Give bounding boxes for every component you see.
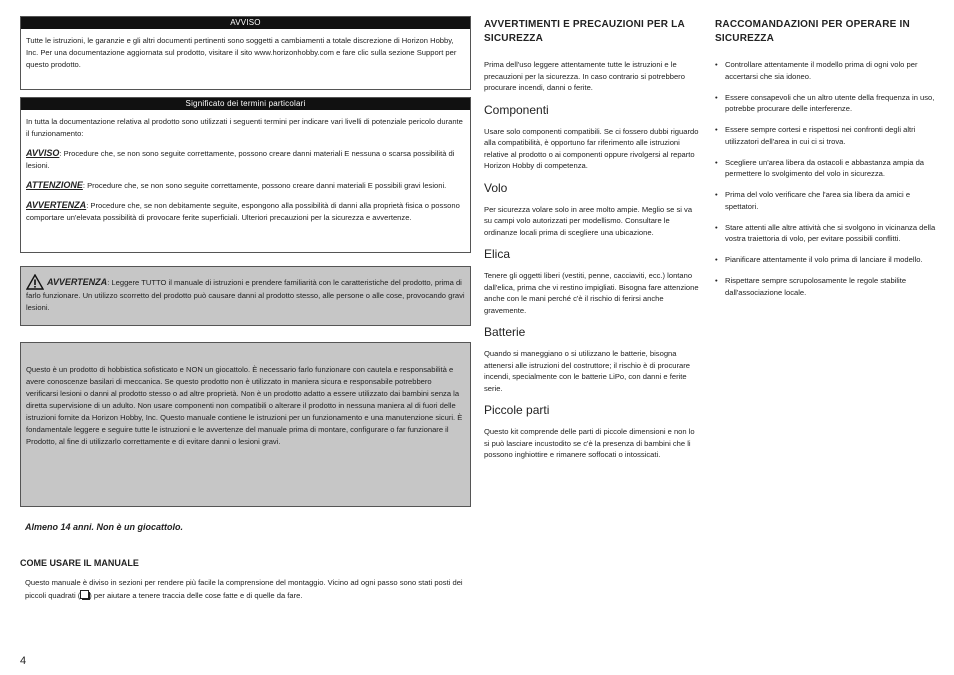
- warning-box: [20, 266, 471, 326]
- list-item: • Controllare attentamente il modello prima di ogni volo per accertarsi che sia idoneo.: [715, 59, 937, 82]
- terms-box: [20, 97, 471, 253]
- section-heading-batterie: Batterie: [484, 325, 526, 339]
- section-text-volo: Per sicurezza volare solo in aree molto ampie. Meglio se si va su campi volo autorizzati per modellismo. Consultare le ordinanze locali prima di scegliere una ubicazione.: [484, 204, 693, 237]
- recommendations-list: [715, 59, 937, 298]
- safety-title: AVVERTIMENTI E PRECAUZIONI PER LA SICUREZZA: [484, 19, 685, 44]
- section-text-piccole-parti: Questo kit comprende delle parti di piccole dimensioni e non lo si può lasciare incustodito se c'è la presenza di bambini che li possono inghiottire e rimanere soffocati o intossicati.: [484, 427, 695, 459]
- recommendations-column: [715, 18, 937, 308]
- list-item: • Rispettare sempre scrupolosamente le regole stabilite dall'associazione locale.: [715, 275, 937, 298]
- terms-title: Significato dei termini particolari: [21, 98, 470, 110]
- term-attenzione: [26, 179, 465, 192]
- age-notice: Almeno 14 anni. Non è un giocattolo.: [25, 522, 184, 532]
- section-text-elica: Tenere gli oggetti liberi (vestiti, penne, cacciaviti, ecc.) lontano dall'elica, prima che vi restino impigliati. Bisogna fare attenzione anche con le mani perché c'è il rischio di ferirsi anche gravemente.: [484, 271, 699, 315]
- term-attenzione-label: ATTENZIONE: [26, 180, 83, 190]
- warning-body: : Leggere TUTTO il manuale di istruzioni e prendere familiarità con le caratteristiche del prodotto, prima di farlo funzionare. Un utilizzo scorretto del prodotto può causare danni al prodotto stesso, alle persone o alle cose, provocando gravi lesioni.: [26, 278, 465, 312]
- page-number: 4: [20, 655, 27, 667]
- section-heading-volo: Volo: [484, 180, 508, 195]
- warning-text: [26, 274, 465, 314]
- section-text-componenti: Usare solo componenti compatibili. Se ci fossero dubbi riguardo alla compatibilità, è opportuno far riferimento alle istruzioni relative al prodotto o ai componenti oppure rivolgersi al reparto Horizon Hobby di competenza.: [484, 126, 699, 170]
- warning-triangle-icon: [26, 274, 44, 290]
- safety-intro: Prima dell'uso leggere attentamente tutte le istruzioni e le precauzioni per la sicurezza. In caso contrario si potrebbero procurare incendi, danni o ferite.: [484, 60, 685, 92]
- term-avvertenza-text: : Procedure che, se non debitamente seguite, espongono alla possibilità di danni alla proprietà fisica o possono comportare un'elevata possibilità di provocare ferite superficiali. Ulteriori precauzioni per la sicurezza e avvertenze.: [26, 201, 460, 222]
- term-avviso: [26, 147, 465, 172]
- list-item: • Pianificare attentamente il volo prima di lanciare il modello.: [715, 254, 937, 266]
- how-to-text: [25, 576, 470, 602]
- list-item: • Essere sempre cortesi e rispettosi nei confronti degli altri utilizzatori dell'area in cui ci si trova.: [715, 124, 937, 147]
- how-to-title: COME USARE IL MANUALE: [20, 558, 139, 568]
- section-heading-piccole-parti: Piccole parti: [484, 403, 550, 417]
- warning-term: AVVERTENZA: [47, 277, 108, 287]
- recommendations-title: RACCOMANDAZIONI PER OPERARE IN SICUREZZA: [715, 19, 910, 44]
- term-avviso-label: AVVISO: [26, 148, 60, 158]
- terms-intro: In tutta la documentazione relativa al prodotto sono utilizzati i seguenti termini per indicare vari livelli di potenziale pericolo durante il funzionamento:: [26, 117, 463, 138]
- notice-title: AVVISO: [21, 17, 470, 29]
- term-avviso-text: : Procedure che, se non sono seguite correttamente, possono creare danni materiali E nessuna o scarsa possibilità di lesioni.: [26, 149, 455, 170]
- hobby-notice-box: [20, 342, 471, 507]
- section-heading-elica: Elica: [484, 247, 511, 261]
- hobby-notice-text: Questo è un prodotto di hobbistica sofisticato e NON un giocattolo. È necessario farlo funzionare con cautela e responsabilità e avere conoscenze basilari di meccanica. Se questo prodotto non è utilizzato in maniera sicura e responsabile potrebbero verificarsi lesioni o danni al prodotto stesso o ad altre proprietà. Non è un prodotto adatto a essere utilizzato dai bambini senza la diretta supervisione di un adulto. Non usare componenti non compatibili o alterare il prodotto in nessuna maniera al di fuori delle istruzioni fornite da Horizon Hobby, Inc. Questo manuale contiene le istruzioni per un funzionamento e una manutenzione sicuri. È fondamentale leggere e seguire tutte le istruzioni e le avvertenze del manuale prima di montare, configurare o far funzionare il Prodotto, al fine di utilizzarlo correttamente e di evitare danni o lesioni gravi.: [26, 365, 463, 446]
- section-heading-componenti: Componenti: [484, 102, 549, 117]
- how-to-text-before: Questo manuale è diviso in sezioni per rendere più facile la comprensione del montaggio. Vicino ad ogni passo sono stati posti dei piccoli quadrati (: [25, 578, 463, 600]
- how-to-text-after: ) per aiutare a tenere traccia delle cose fatte e di quelle da fare.: [89, 591, 303, 600]
- safety-column: [484, 18, 702, 470]
- list-item: • Scegliere un'area libera da ostacoli e abbastanza ampia da permettere lo svolgimento del volo in sicurezza.: [715, 157, 937, 180]
- list-item: • Prima del volo verificare che l'area sia libera da amici e spettatori.: [715, 189, 937, 212]
- section-text-batterie: Quando si maneggiano o si utilizzano le batterie, bisogna attenersi alle istruzioni del costruttore; il rischio è di procurare incendi, specialmente con le batterie LiPo, con danni e ferite serie.: [484, 349, 690, 393]
- term-attenzione-text: : Procedure che, se non sono seguite correttamente, possono creare danni materiali E possibili gravi lesioni.: [82, 181, 447, 190]
- term-avvertenza-label: AVVERTENZA: [26, 200, 87, 210]
- notice-text: Tutte le istruzioni, le garanzie e gli altri documenti pertinenti sono soggetti a cambiamenti a totale discrezione di Horizon Hobby, Inc. Per una documentazione aggiornata sul prodotto, visitare il sito www.horizonhobby.com e fare clic sulla sezione Support per questo prodotto.: [26, 36, 457, 69]
- list-item: • Stare attenti alle altre attività che si svolgono in vicinanza della vostra traiettoria di volo, per evitare possibili conflitti.: [715, 222, 937, 245]
- term-avvertenza: [26, 199, 465, 224]
- list-item: • Essere consapevoli che un altro utente della frequenza in uso, potrebbe procurare delle interferenze.: [715, 92, 937, 115]
- checkbox-icon: [80, 590, 89, 599]
- notice-box: [20, 16, 471, 90]
